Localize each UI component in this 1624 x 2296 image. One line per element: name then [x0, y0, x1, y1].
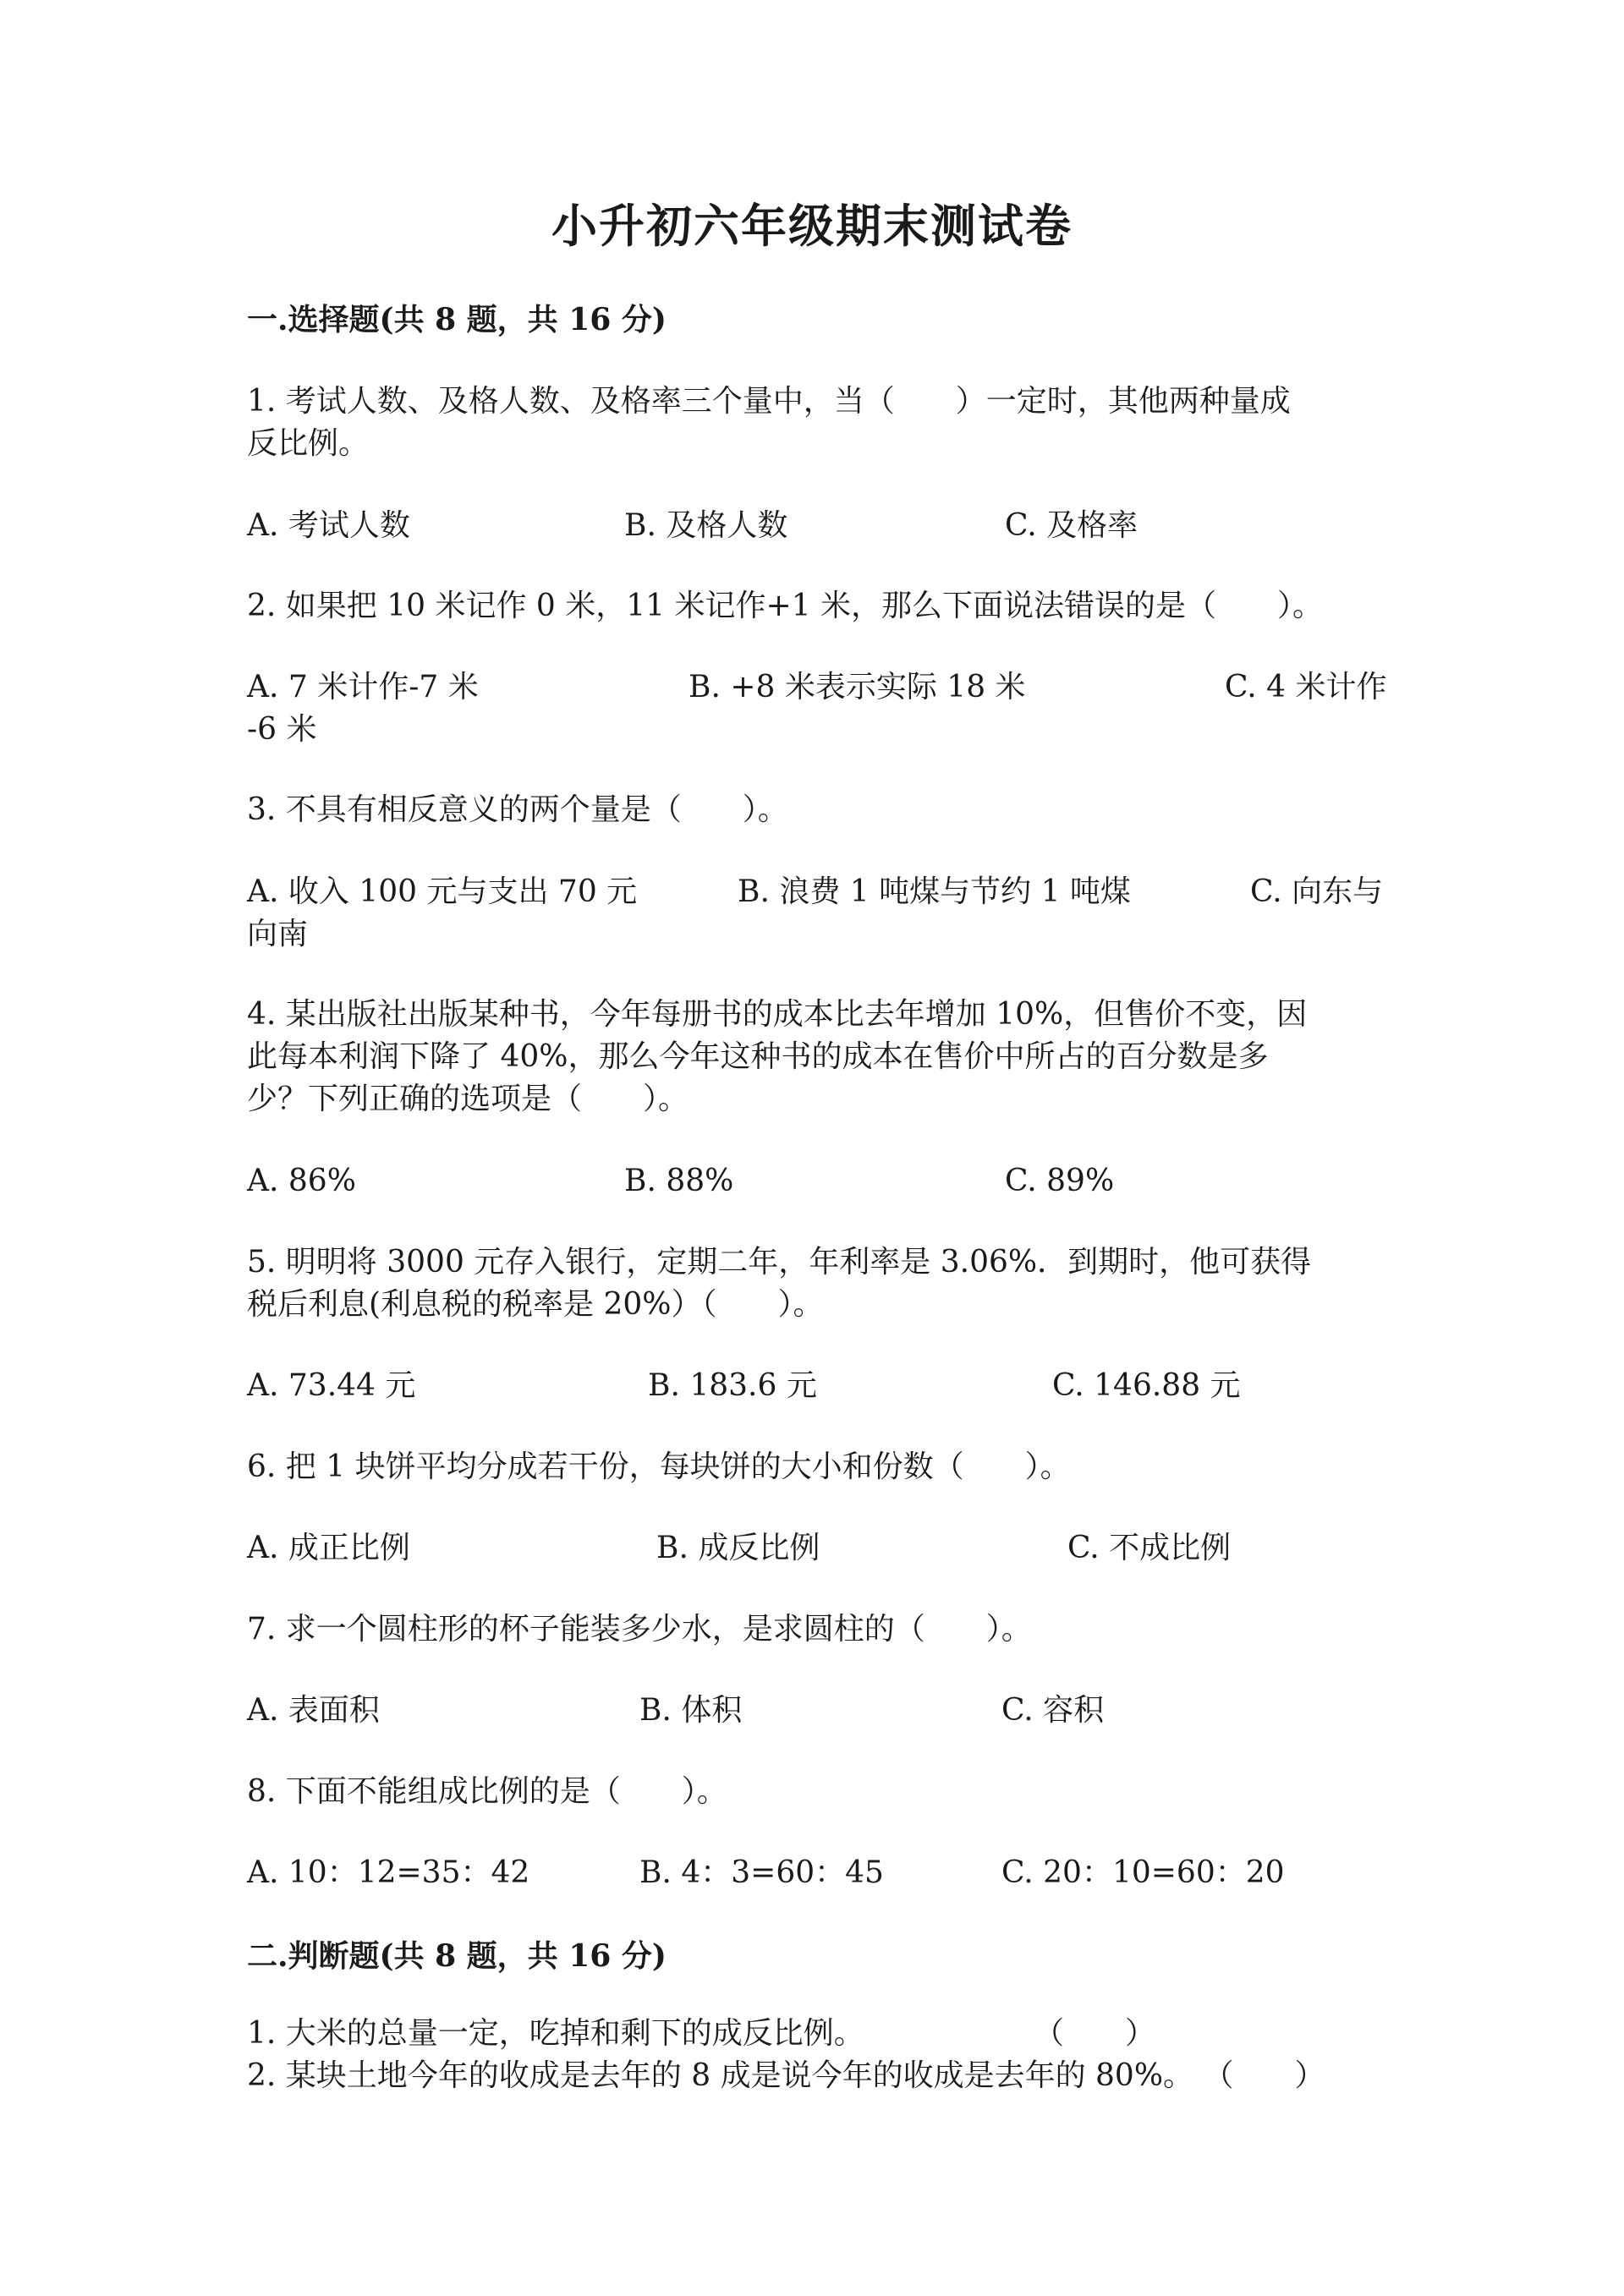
option-a: A. 考试人数	[247, 508, 410, 543]
question-line: 4. 某出版社出版某种书，今年每册书的成本比去年增加 10%，但售价不变，因	[247, 997, 1308, 1032]
question-line: 7. 求一个圆柱形的杯子能装多少水，是求圆柱的（ ）。	[247, 1612, 1032, 1647]
answer-bracket: （ ）	[1034, 2016, 1156, 2051]
question-line: 1. 考试人数、及格人数、及格率三个量中，当（ ）一定时，其他两种量成	[247, 384, 1291, 419]
judge-text: 1. 大米的总量一定，吃掉和剩下的成反比例。	[247, 2016, 864, 2051]
question-1	[247, 381, 1380, 465]
option-c: C. 不成比例	[1067, 1531, 1232, 1565]
option-b: B. 4：3=60：45	[639, 1855, 884, 1890]
judge-question-2	[247, 2055, 1414, 2097]
question-line: 反比例。	[247, 426, 370, 461]
option-a: A. 73.44 元	[247, 1368, 416, 1403]
option-c-wrap: -6 米	[247, 712, 317, 747]
page-title: 小升初六年级期末测试卷	[551, 199, 1073, 253]
option-c: C. 4 米计作	[1225, 670, 1387, 704]
option-a: A. 收入 100 元与支出 70 元	[247, 874, 638, 909]
option-a: A. 10：12=35：42	[247, 1855, 530, 1890]
question-5	[247, 1241, 1380, 1326]
judge-question-1	[247, 2013, 1177, 2055]
question-3	[247, 789, 1380, 831]
options-7	[247, 1690, 1380, 1774]
question-line: 5. 明明将 3000 元存入银行，定期二年，年利率是 3.06%．到期时，他可获得	[247, 1245, 1312, 1280]
section-heading-judge: 二.判断题(共 8 题，共 16 分)	[247, 1938, 667, 1974]
option-b: B. +8 米表示实际 18 米	[689, 670, 1026, 704]
question-6	[247, 1446, 1380, 1488]
question-line: 2. 如果把 10 米记作 0 米，11 米记作+1 米，那么下面说法错误的是（ ）。	[247, 589, 1324, 623]
question-line: 此每本利润下降了 40%，那么今年这种书的成本在售价中所占的百分数是多	[247, 1039, 1269, 1074]
option-c: C. 容积	[1001, 1693, 1105, 1728]
options-1	[247, 505, 1380, 589]
option-b: B. 88%	[624, 1164, 734, 1198]
options-2	[247, 666, 1387, 751]
question-line: 6. 把 1 块饼平均分成若干份，每块饼的大小和份数（ ）。	[247, 1449, 1071, 1484]
option-b: B. 成反比例	[656, 1531, 820, 1565]
option-c-wrap: 向南	[247, 917, 309, 951]
question-line: 3. 不具有相反意义的两个量是（ ）。	[247, 792, 788, 827]
option-c: C. 146.88 元	[1052, 1368, 1241, 1403]
option-a: A. 86%	[247, 1164, 356, 1198]
question-8	[247, 1771, 1380, 1813]
question-line: 税后利息(利息税的税率是 20%）（ ）。	[247, 1287, 824, 1322]
options-4	[247, 1160, 1380, 1245]
option-c: C. 及格率	[1005, 508, 1138, 543]
options-8	[247, 1852, 1380, 1937]
option-b: B. 及格人数	[624, 508, 788, 543]
option-b: B. 体积	[639, 1693, 743, 1728]
answer-bracket: （ ）	[1203, 2058, 1325, 2093]
option-a: A. 7 米计作-7 米	[247, 670, 479, 704]
option-c: C. 向东与	[1250, 874, 1384, 909]
options-5	[247, 1365, 1380, 1449]
question-2	[247, 585, 1380, 627]
question-line: 8. 下面不能组成比例的是（ ）。	[247, 1774, 727, 1809]
judge-text: 2. 某块土地今年的收成是去年的 8 成是说今年的收成是去年的 80%。	[247, 2058, 1194, 2093]
option-a: A. 成正比例	[247, 1531, 410, 1565]
option-b: B. 183.6 元	[648, 1368, 817, 1403]
option-a: A. 表面积	[247, 1693, 380, 1728]
option-b: B. 浪费 1 吨煤与节约 1 吨煤	[738, 874, 1131, 909]
section-heading-choice: 一.选择题(共 8 题，共 16 分)	[247, 302, 667, 337]
question-4	[247, 994, 1380, 1121]
options-3	[247, 871, 1384, 956]
option-c: C. 20：10=60：20	[1001, 1855, 1285, 1890]
question-line: 少？下列正确的选项是（ ）。	[247, 1082, 689, 1116]
options-6	[247, 1527, 1380, 1612]
question-7	[247, 1608, 1380, 1651]
option-c: C. 89%	[1005, 1164, 1115, 1198]
